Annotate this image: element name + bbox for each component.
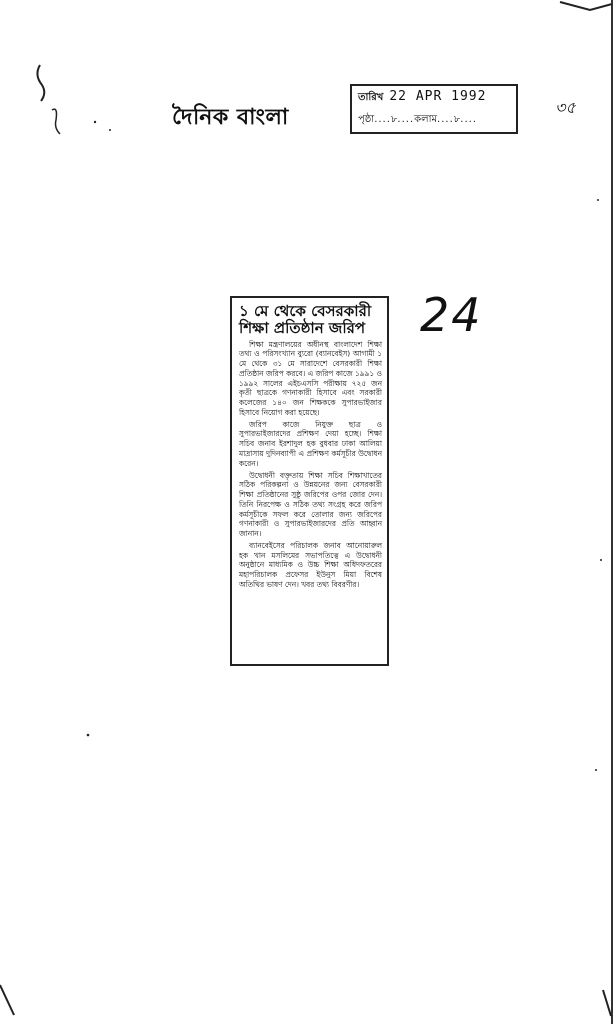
article-paragraph: জরিপ কাজে নিযুক্ত ছাত্র ও সুপারভাইজারদের প্রশিক্ষণ দেয়া হচ্ছে। শিক্ষা সচিব জনাব ইরশাদুল হক বুধবার ঢাকা আলিয়া মাদ্রাসায় দুদিনব্যাপী এ প্রশিক্ষণ কর্মসূচীর উদ্বোধন করেন। <box>239 419 382 468</box>
stamp-page-label: পৃষ্ঠা <box>358 114 375 125</box>
article-headline: ১ মে থেকে বেসরকারী শিক্ষা প্রতিষ্ঠান জরিপ <box>239 302 372 337</box>
stamp-column-label: কলাম <box>414 114 438 125</box>
stamp-column-value: ৮ <box>453 114 461 125</box>
stamp-page-value: ৮ <box>390 114 398 125</box>
date-stamp: তারিখ 22 APR 1992 পৃষ্ঠা .... ৮ .... কলাম .... ৮ .... <box>350 84 518 134</box>
article-paragraph: শিক্ষা মন্ত্রণালয়ের অধীনস্থ বাংলাদেশ শিক্ষা তথ্য ও পরিসংখ্যান ব্যুরো (ব্যানবেইস) আগামী ১ মে থেকে ৩১ মে সারাদেশে বেসরকারী শিক্ষা প্রতিষ্ঠান জরিপ করবে। এ জরিপ কাজে ১৯৯১ ও ১৯৯২ সালের এইচএসসি পরীক্ষায় ৭২৫ জন কৃতী ছাত্রকে গণনাকারী হিসাবে এবং সরকারী কলেজের ১৪০ জন শিক্ষককে সুপারভাইজার হিসাবে নিয়োগ করা হয়েছে। <box>239 339 382 417</box>
article-paragraph: উদ্বোধনী বক্তৃতায় শিক্ষা সচিব শিক্ষাখাতের সঠিক পরিকল্পনা ও উন্নয়নের জন্য বেসরকারী শিক্ষা প্রতিষ্ঠানের সুষ্ঠু জরিপের ওপর জোর দেন। তিনি নিরপেক্ষ ও সঠিক তথ্য সংগ্রহ করে জরিপ কর্মসূচীকে সফল করে তোলার জন্য জরিপের গণনাকারী ও সুপারভাইজারদের প্রতি আহ্বান জানান। <box>239 470 382 539</box>
article-body <box>239 340 382 590</box>
stamp-date: 22 APR 1992 <box>389 89 487 104</box>
stamp-date-label: তারিখ <box>358 92 384 103</box>
corner-mark: ৩৫ <box>555 98 576 117</box>
handwritten-page-number: 24 <box>420 288 483 342</box>
article-paragraph: ব্যানবেইসের পরিচালক জনাব আনোয়ারুল হক খান মসলিমের সভাপতিত্বে এ উদ্বোধনী অনুষ্ঠানে মাধ্যমিক ও উচ্চ শিক্ষা অধিদফতরের মহাপরিচালক প্রফেসর ইউনুস মিয়া বিশেষ অতিথির ভাষণ দেন। খবর তথ্য বিবরণীর। <box>239 540 382 589</box>
newspaper-name: দৈনিক বাংলা <box>172 104 289 130</box>
news-clipping <box>230 296 389 666</box>
